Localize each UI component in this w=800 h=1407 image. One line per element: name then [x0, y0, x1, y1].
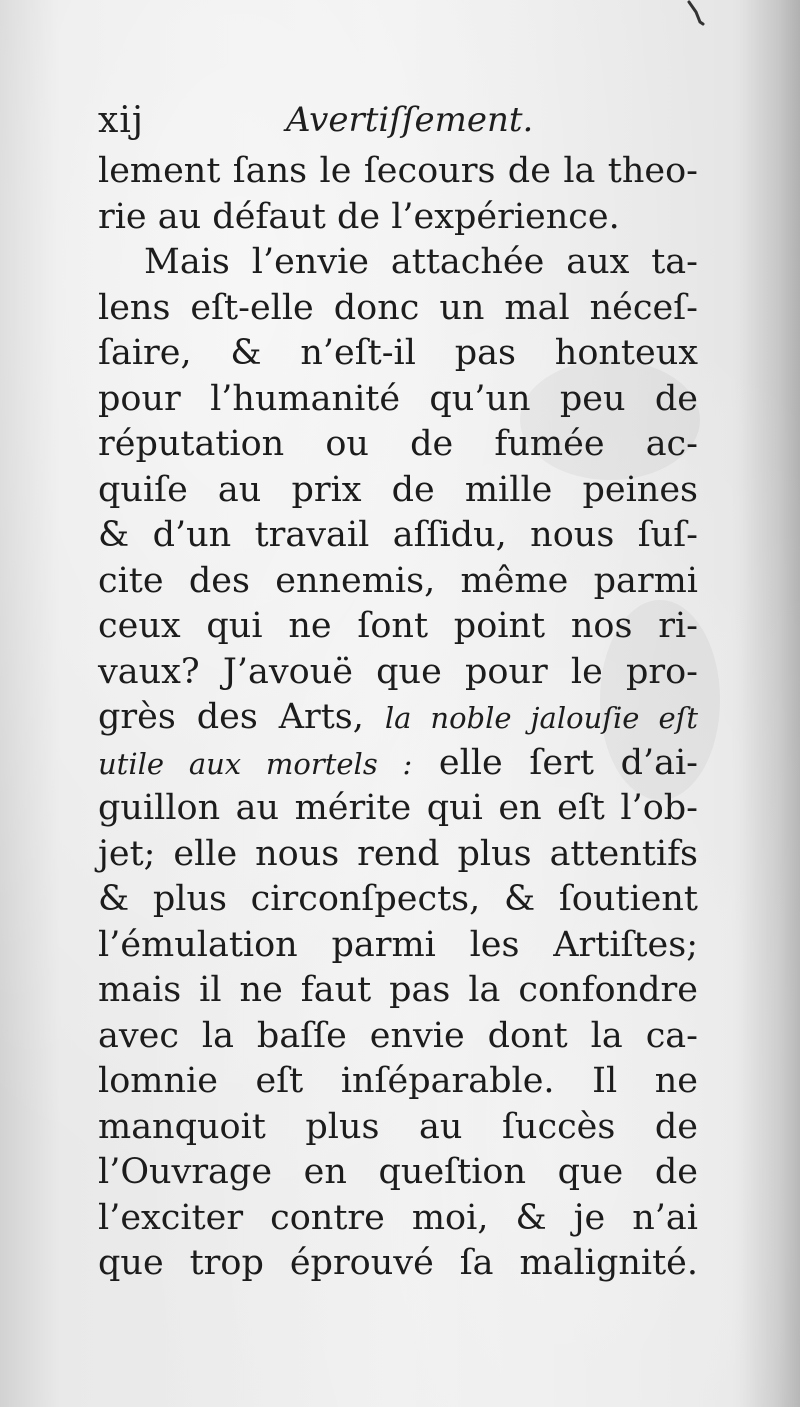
page-number: xij [98, 100, 144, 141]
text-line: l’émulation parmi les Artiſtes; [98, 924, 698, 965]
text-line: jet; elle nous rend plus attentifs [98, 833, 698, 874]
text-line: grès des Arts, la noble jalouſie eſt [98, 697, 698, 737]
italic-quote: la noble jalouſie eſt [384, 701, 698, 735]
text-line: Mais l’envie attachée aux ta- [144, 242, 698, 282]
text-line: lens eſt-elle donc un mal néceſ- [98, 287, 698, 328]
text-line: utile aux mortels : elle ſert d’ai- [98, 742, 698, 783]
text-line: & plus circonſpects, & ſoutient [98, 879, 698, 919]
text-line: guillon au mérite qui en eſt l’ob- [98, 788, 698, 828]
text-line: avec la baſſe envie dont la ca- [98, 1015, 698, 1056]
text-line: mais il ne faut pas la confondre [98, 970, 698, 1010]
text-line: cite des ennemis, même parmi [98, 560, 698, 601]
text-line: vaux? J’avouë que pour le pro- [98, 651, 698, 692]
text-line: rie au défaut de l’expérience. [98, 196, 620, 237]
text-line: lomnie eſt inſéparable. Il ne [98, 1061, 698, 1101]
body-text [98, 149, 698, 1287]
text-line: pour l’humanité qu’un peu de [98, 378, 698, 419]
text-line: ceux qui ne ſont point nos ri- [98, 606, 698, 646]
text-line: manquoit plus au ſuccès de [98, 1106, 698, 1147]
text-line: l’Ouvrage en queſtion que de [98, 1152, 698, 1192]
italic-quote: utile aux mortels : [98, 746, 413, 781]
text-line: lement ſans le ſecours de la theo- [98, 151, 698, 191]
text-line: que trop éprouvé ſa malignité. [98, 1243, 698, 1283]
running-title: Avertiſſement. [286, 100, 534, 140]
text-line: quiſe au prix de mille peines [98, 469, 698, 510]
text-line: l’exciter contre moi, & je n’ai [98, 1197, 698, 1238]
text-line: & d’un travail aſſidu, nous ſuſ- [98, 515, 698, 555]
page-edge-shadow [730, 0, 800, 1407]
text-line: ſaire, & n’eſt-il pas honteux [98, 333, 698, 373]
ink-mark-icon [686, 0, 706, 26]
text-line: réputation ou de fumée ac- [98, 424, 698, 464]
